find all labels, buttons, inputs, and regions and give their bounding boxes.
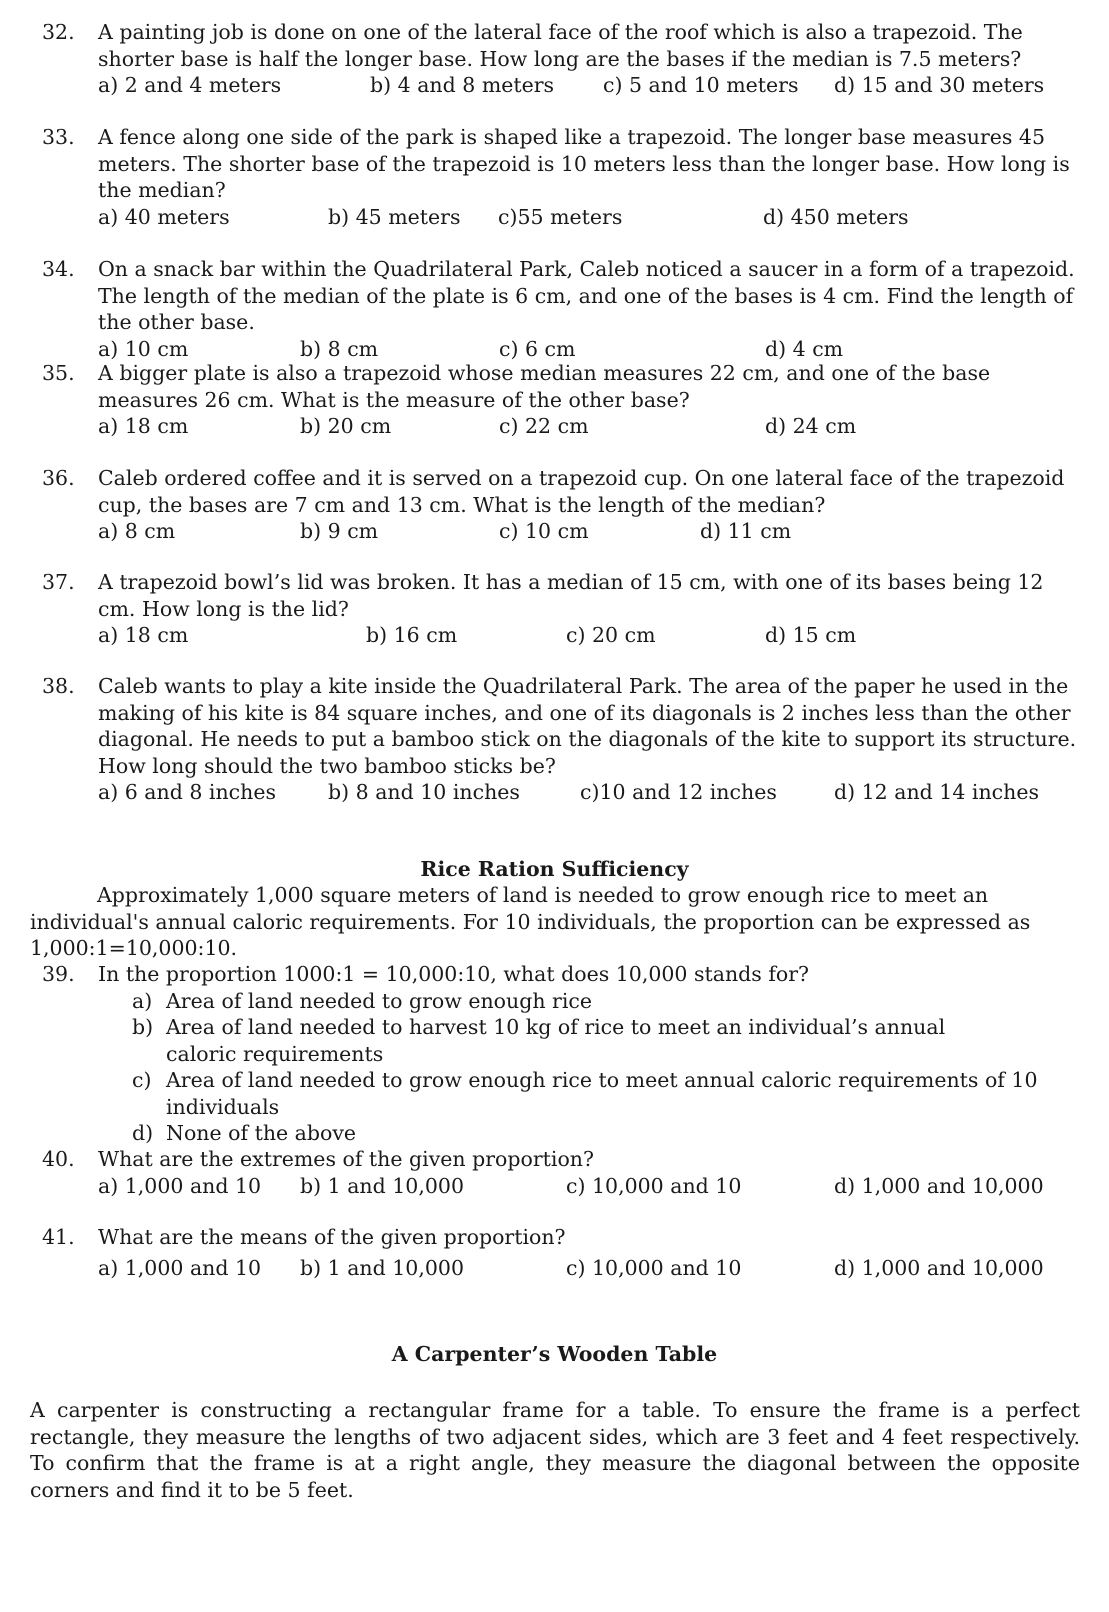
- choices: [98, 518, 1082, 545]
- choice-d: d) 4 cm: [765, 336, 844, 361]
- question-number: 32.: [42, 20, 75, 44]
- choice-d: d) 11 cm: [700, 519, 792, 543]
- choice-a: a) 6 and 8 inches: [98, 780, 277, 804]
- choice-text: Area of land needed to grow enough rice to meet annual caloric requirements of 10 individuals: [166, 1068, 1038, 1119]
- choice-c: c) 22 cm: [499, 414, 589, 438]
- section-title-rice: Rice Ration Sufficiency: [420, 857, 689, 881]
- choice-d: d) 450 meters: [763, 204, 909, 229]
- choice-text: None of the above: [166, 1121, 357, 1145]
- question-37: [42, 569, 1082, 649]
- choice-a: [132, 988, 1082, 1015]
- choices: [98, 204, 1082, 231]
- choices: [98, 1173, 1082, 1200]
- choice-a: a) 18 cm: [98, 623, 189, 647]
- choice-a: a) 40 meters: [98, 204, 230, 229]
- question-number: 34.: [42, 257, 75, 281]
- question-32: [42, 19, 1082, 99]
- question-stem: In the proportion 1000:1 = 10,000:10, what does 10,000 stands for?: [98, 962, 810, 986]
- question-41: [42, 1224, 1082, 1281]
- question-40: [42, 1146, 1082, 1199]
- choice-c: [132, 1067, 1046, 1120]
- choice-c: c) 10 cm: [499, 519, 589, 543]
- choice-c: c)10 and 12 inches: [580, 780, 777, 804]
- rice-intro-paragraph: Approximately 1,000 square meters of land is needed to grow enough rice to meet an individual's annual caloric requirements. For 10 individuals, the proportion can be expressed as 1,000:1=10,000:10.: [30, 883, 1031, 960]
- choice-b: b) 45 meters: [328, 204, 461, 229]
- question-stem: Caleb ordered coffee and it is served on a trapezoid cup. On one lateral face of the trapezoid cup, the bases are 7 cm and 13 cm. What is the length of the median?: [98, 466, 1065, 517]
- question-39: [42, 961, 1082, 1147]
- choice-b: b) 20 cm: [300, 414, 392, 438]
- choice-c: c) 10,000 and 10: [566, 1255, 742, 1280]
- choices: [98, 336, 1082, 363]
- question-stem: What are the means of the given proportion?: [98, 1225, 566, 1249]
- choice-b: b) 16 cm: [366, 623, 458, 647]
- question-number: 41.: [42, 1225, 75, 1249]
- question-number: 40.: [42, 1147, 75, 1171]
- question-number: 33.: [42, 125, 75, 149]
- choice-b: b) 1 and 10,000: [300, 1173, 464, 1198]
- question-stem: A fence along one side of the park is shaped like a trapezoid. The longer base measures 45 meters. The shorter base of the trapezoid is 10 meters less than the longer base. How long is the median?: [98, 125, 1070, 202]
- choice-c: c) 10,000 and 10: [566, 1173, 742, 1198]
- question-stem: A painting job is done on one of the lateral face of the roof which is also a trapezoid. The shorter base is half the longer base. How long are the bases if the median is 7.5 meters?: [98, 20, 1023, 71]
- choice-d: [132, 1120, 1082, 1147]
- choice-c: c) 5 and 10 meters: [603, 73, 799, 97]
- question-number: 38.: [42, 674, 75, 698]
- carpenter-paragraph: A carpenter is constructing a rectangular frame for a table. To ensure the frame is a perfect rectangle, they measure the lengths of two adjacent sides, which are 3 feet and 4 feet respectively. To confirm that the frame is at a right angle, they measure the diagonal between the opposite corners and find it to be 5 feet.: [30, 1398, 1080, 1502]
- choice-a: a) 2 and 4 meters: [98, 73, 282, 97]
- section-title-carpenter: A Carpenter’s Wooden Table: [391, 1342, 718, 1366]
- choice-a: a) 1,000 and 10: [98, 1255, 262, 1280]
- question-stem: A bigger plate is also a trapezoid whose median measures 22 cm, and one of the base measures 26 cm. What is the measure of the other base?: [98, 361, 991, 412]
- choice-a: a) 1,000 and 10: [98, 1173, 262, 1198]
- choice-a: a) 18 cm: [98, 414, 189, 438]
- choice-label: a): [132, 988, 153, 1013]
- choice-b: [132, 1014, 996, 1067]
- choice-b: b) 8 and 10 inches: [328, 780, 520, 804]
- choice-text: Area of land needed to harvest 10 kg of rice to meet an individual’s annual caloric requirements: [166, 1015, 946, 1066]
- choices: [98, 413, 1082, 440]
- choice-a: a) 8 cm: [98, 519, 176, 543]
- choices: [98, 622, 1082, 649]
- question-number: 39.: [42, 962, 75, 986]
- question-stem: On a snack bar within the Quadrilateral Park, Caleb noticed a saucer in a form of a trapezoid. The length of the median of the plate is 6 cm, and one of the bases is 4 cm. Find the length of the other base.: [98, 257, 1075, 334]
- choices: [98, 72, 1082, 99]
- choice-d: d) 1,000 and 10,000: [834, 1173, 1044, 1198]
- choice-c: c)55 meters: [498, 204, 623, 229]
- choice-label: d): [132, 1121, 154, 1145]
- question-stem: A trapezoid bowl’s lid was broken. It has a median of 15 cm, with one of its bases being 12 cm. How long is the lid?: [98, 570, 1044, 621]
- choice-a: a) 10 cm: [98, 336, 189, 361]
- question-36: [42, 465, 1082, 545]
- choices: [98, 1255, 1082, 1282]
- choice-text: Area of land needed to grow enough rice: [166, 988, 593, 1013]
- question-number: 36.: [42, 466, 75, 490]
- choice-d: d) 24 cm: [765, 414, 857, 438]
- choice-d: d) 12 and 14 inches: [834, 780, 1039, 804]
- choice-label: c): [132, 1068, 152, 1092]
- choice-d: d) 1,000 and 10,000: [834, 1255, 1044, 1280]
- question-stem: Caleb wants to play a kite inside the Quadrilateral Park. The area of the paper he used in the making of his kite is 84 square inches, and one of its diagonals is 2 inches less than the other diagonal. He needs to put a bamboo stick on the diagonals of the kite to support its structure. How long should the two bamboo sticks be?: [98, 674, 1077, 778]
- choice-label: b): [132, 1015, 154, 1039]
- question-38: [42, 673, 1082, 806]
- choice-b: b) 8 cm: [300, 336, 379, 361]
- question-33: [42, 124, 1082, 230]
- choice-b: b) 4 and 8 meters: [370, 73, 555, 97]
- choice-d: d) 15 cm: [765, 623, 857, 647]
- question-stem: What are the extremes of the given proportion?: [98, 1147, 594, 1171]
- choice-c: c) 6 cm: [499, 336, 576, 361]
- question-34: [42, 256, 1082, 362]
- choice-b: b) 1 and 10,000: [300, 1255, 464, 1280]
- question-number: 37.: [42, 570, 75, 594]
- question-number: 35.: [42, 361, 75, 385]
- choice-d: d) 15 and 30 meters: [834, 73, 1045, 97]
- choices: [98, 779, 1082, 806]
- choice-c: c) 20 cm: [566, 623, 656, 647]
- question-35: [42, 360, 1082, 440]
- choice-b: b) 9 cm: [300, 519, 379, 543]
